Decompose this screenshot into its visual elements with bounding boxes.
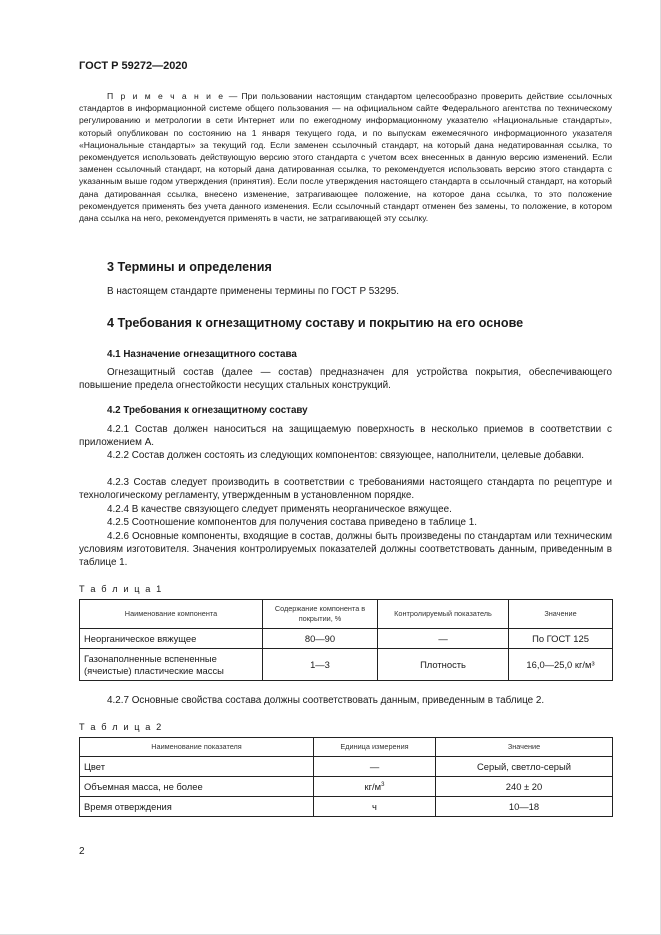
table-cell: 240 ± 20 xyxy=(436,777,613,797)
table-cell: Неорганическое вяжущее xyxy=(80,629,263,649)
table-1-header-row xyxy=(80,600,613,629)
paragraph-4-2-6: 4.2.6 Основные компоненты, входящие в состав, должны быть произведены по стандартам или техническим условиям изготовителя. Значения контролируемых показателей должны соответствовать данным, приведенным в таблице 1. xyxy=(79,531,612,569)
reference-note xyxy=(79,90,612,224)
table-cell: 16,0—25,0 кг/м³ xyxy=(509,649,613,681)
table-cell: Цвет xyxy=(80,757,314,777)
note-text: — При пользовании настоящим стандартом целесообразно проверить действие ссылочных стандартов в информационной системе общего пользования — на официальном сайте Федерального агентства по техническому регулированию и метрологии в сети Интернет или по ежегодному информационному указателю «Национальные стандарты», который опубликован по состоянию на 1 января текущего года, и по выпускам ежемесячного информационного указателя «Национальные стандарты» за текущий год. Если заменен ссылочный стандарт, на который дана недатированная ссылка, то рекомендуется использовать действующую версию этого стандарта с учетом всех внесенных в данную версию изменений. Если заменен ссылочный стандарт, на который дана датированная ссылка, то рекомендуется использовать версию этого стандарта с указанным выше годом утверждения (принятия). Если после утверждения настоящего стандарта в ссылочный стандарт, на который дана датированная ссылка, внесено изменение, затрагивающее положение, на которое дана ссылка, то это положение рекомендуется применять без учета данного изменения. Если ссылочный стандарт отменен без замены, то положение, в котором дана ссылка на него, рекомендуется применять в части, не затрагивающей эту ссылку. xyxy=(79,91,613,224)
section-3-text: В настоящем стандарте применены термины по ГОСТ Р 53295. xyxy=(107,286,400,297)
table-2-header-cell: Наименование показателя xyxy=(80,738,314,757)
document-header: ГОСТ Р 59272—2020 xyxy=(79,60,188,72)
table-2-caption: Т а б л и ц а 2 xyxy=(79,722,163,732)
paragraph-4-2-2: 4.2.2 Состав должен состоять из следующих компонентов: связующее, наполнители, целевые добавки. xyxy=(107,450,585,461)
table-2-header-cell: Единица измерения xyxy=(314,738,436,757)
table-cell: Серый, светло-серый xyxy=(436,757,613,777)
table-cell: Газонаполненные вспененные (ячеистые) пластические массы xyxy=(80,649,263,681)
table-row xyxy=(80,629,613,649)
table-1-header-cell: Значение xyxy=(509,600,613,629)
table-cell: Плотность xyxy=(378,649,509,681)
table-1 xyxy=(79,599,613,681)
paragraph-4-2-3: 4.2.3 Состав следует производить в соответствии с требованиями настоящего стандарта по рецептуре и технологическому регламенту, утвержденным в установленном порядке. xyxy=(79,477,612,502)
section-3-title: 3 Термины и определения xyxy=(107,260,272,274)
table-cell: 10—18 xyxy=(436,797,613,817)
page-number: 2 xyxy=(79,846,85,857)
section-4-title: 4 Требования к огнезащитному составу и покрытию на его основе xyxy=(107,316,524,330)
table-cell: ч xyxy=(314,797,436,817)
table-1-header-cell: Наименование компонента xyxy=(80,600,263,629)
table-cell: Объемная масса, не более xyxy=(80,777,314,797)
unit-superscript: 3 xyxy=(381,781,385,788)
note-label: П р и м е ч а н и е xyxy=(107,91,225,101)
table-row xyxy=(80,797,613,817)
table-cell: По ГОСТ 125 xyxy=(509,629,613,649)
table-row xyxy=(80,777,613,797)
paragraph-4-2-4: 4.2.4 В качестве связующего следует применять неорганическое вяжущее. xyxy=(107,504,452,515)
table-row xyxy=(80,649,613,681)
subsection-4-1-text: Огнезащитный состав (далее — состав) предназначен для устройства покрытия, обеспечивающего повышение предела огнестойкости несущих стальных конструкций. xyxy=(79,367,612,392)
table-cell xyxy=(314,777,436,797)
subsection-4-2-title: 4.2 Требования к огнезащитному составу xyxy=(107,405,308,416)
table-2 xyxy=(79,737,613,817)
table-2-header-row xyxy=(80,738,613,757)
table-cell: 1—3 xyxy=(263,649,378,681)
table-cell: — xyxy=(378,629,509,649)
subsection-4-1-title: 4.1 Назначение огнезащитного состава xyxy=(107,349,297,360)
table-row xyxy=(80,757,613,777)
table-1-header-cell: Контролируемый показатель xyxy=(378,600,509,629)
table-cell: — xyxy=(314,757,436,777)
paragraph-4-2-1: 4.2.1 Состав должен наноситься на защищаемую поверхность в несколько приемов в соответствии с приложением А. xyxy=(79,424,612,449)
table-1-header-cell: Содержание компонента в покрытии, % xyxy=(263,600,378,629)
table-1-caption: Т а б л и ц а 1 xyxy=(79,584,163,594)
unit-text: кг/м xyxy=(364,781,382,792)
paragraph-4-2-5: 4.2.5 Соотношение компонентов для получения состава приведено в таблице 1. xyxy=(107,517,478,528)
table-cell: 80—90 xyxy=(263,629,378,649)
table-2-header-cell: Значение xyxy=(436,738,613,757)
table-cell: Время отверждения xyxy=(80,797,314,817)
paragraph-4-2-7: 4.2.7 Основные свойства состава должны соответствовать данным, приведенным в таблице 2. xyxy=(107,695,545,706)
